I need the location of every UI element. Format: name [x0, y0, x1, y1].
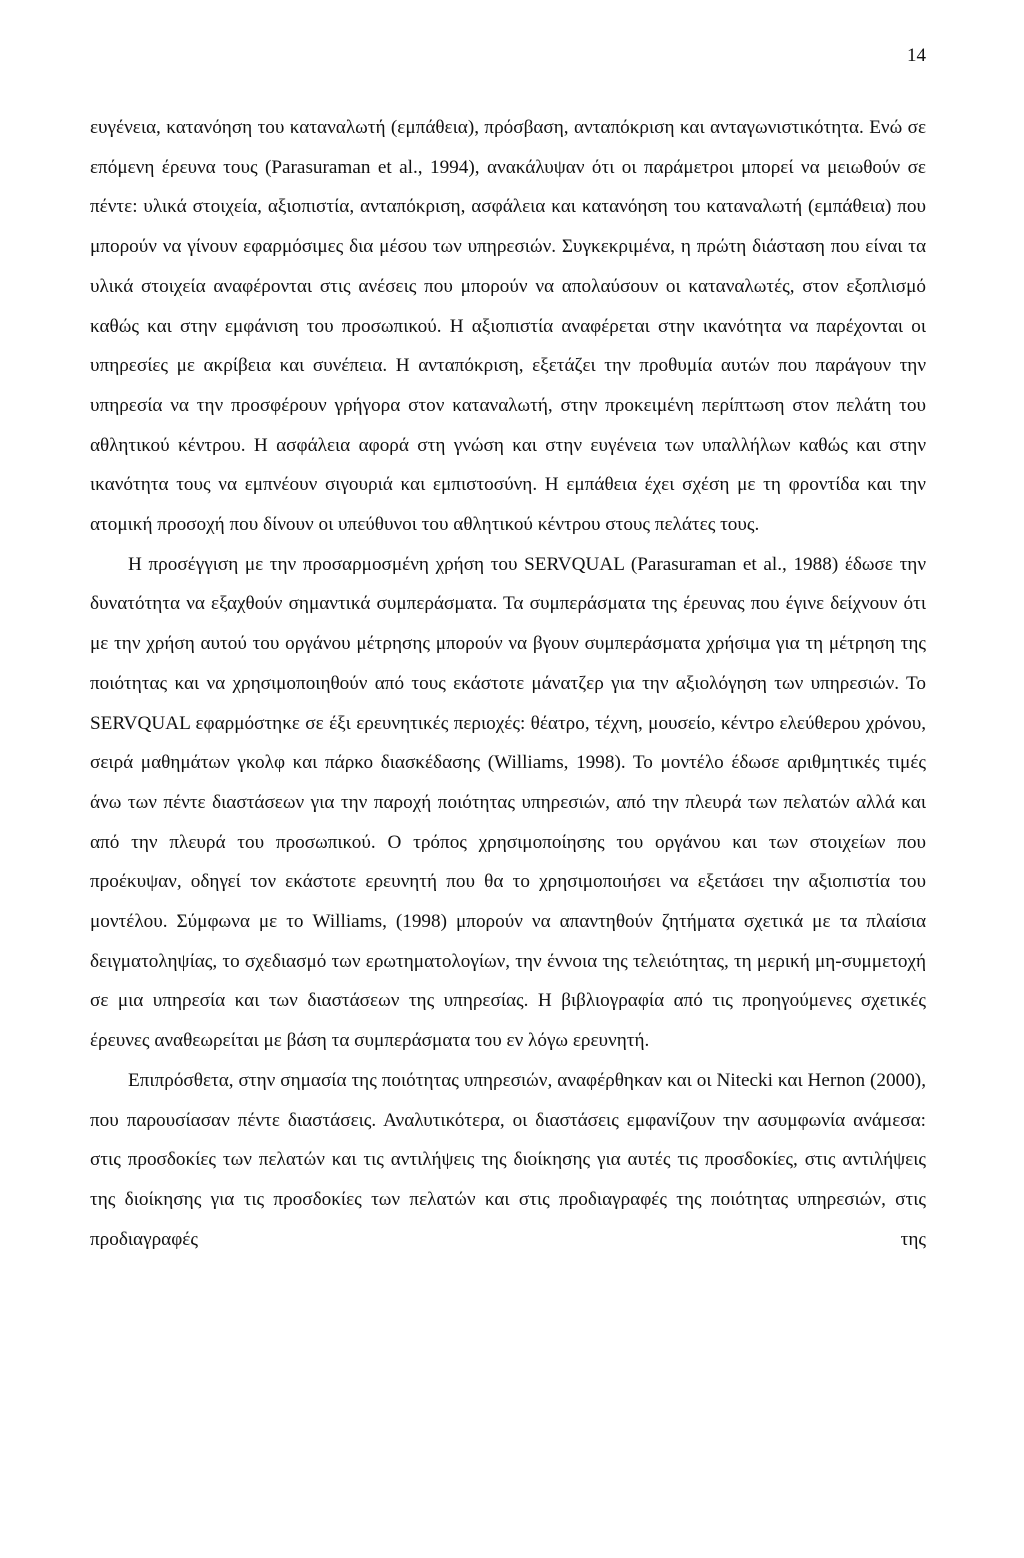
- page-number: 14: [907, 45, 926, 66]
- paragraph-2: Η προσέγγιση με την προσαρμοσμένη χρήση του SERVQUAL (Parasuraman et al., 1988) έδωσε την δυνατότητα να εξαχθούν σημαντικά συμπεράσματα. Τα συμπεράσματα της έρευνας που έγινε δείχνουν ότι με την χρήση αυτού του οργάνου μέτρησης μπορούν να βγουν συμπεράσματα χρήσιμα για τη μέτρηση της ποιότητας και να χρησιμοποιηθούν από τους εκάστοτε μάνατζερ για την αξιολόγηση των υπηρεσιών. Το SERVQUAL εφαρμόστηκε σε έξι ερευνητικές περιοχές: θέατρο, τέχνη, μουσείο, κέντρο ελεύθερου χρόνου, σειρά μαθημάτων γκολφ και πάρκο διασκέδασης (Williams, 1998). Το μοντέλο έδωσε αριθμητικές τιμές άνω των πέντε διαστάσεων για την παροχή ποιότητας υπηρεσιών, από την πλευρά των πελατών αλλά και από την πλευρά του προσωπικού. Ο τρόπος χρησιμοποίησης του οργάνου και των στοιχείων που προέκυψαν, οδηγεί τον εκάστοτε ερευνητή που θα το χρησιμοποιήσει να εξετάσει την αξιοπιστία του μοντέλου. Σύμφωνα με το Williams, (1998) μπορούν να απαντηθούν ζητήματα σχετικά με τα πλαίσια δειγματοληψίας, το σχεδιασμό των ερωτηματολογίων, την έννοια της τελειότητας, τη μερική μη-συμμετοχή σε μια υπηρεσία και των διαστάσεων της υπηρεσίας. Η βιβλιογραφία από τις προηγούμενες σχετικές έρευνες αναθεωρείται με βάση τα συμπεράσματα του εν λόγω ερευνητή.: [90, 553, 926, 1052]
- paragraph-1: ευγένεια, κατανόηση του καταναλωτή (εμπάθεια), πρόσβαση, ανταπόκριση και ανταγωνιστικότητα. Ενώ σε επόμενη έρευνα τους (Parasuraman et al., 1994), ανακάλυψαν ότι οι παράμετροι μπορεί να μειωθούν σε πέντε: υλικά στοιχεία, αξιοπιστία, ανταπόκριση, ασφάλεια και κατανόηση του καταναλωτή (εμπάθεια) που μπορούν να γίνουν εφαρμόσιμες δια μέσου των υπηρεσιών. Συγκεκριμένα, η πρώτη διάσταση που είναι τα υλικά στοιχεία αναφέρονται στις ανέσεις που μπορούν να απολαύσουν οι καταναλωτές, στον εξοπλισμό καθώς και στην εμφάνιση του προσωπικού. Η αξιοπιστία αναφέρεται στην ικανότητα να παρέχονται οι υπηρεσίες με ακρίβεια και συνέπεια. Η ανταπόκριση, εξετάζει την προθυμία αυτών που παράγουν την υπηρεσία να την προσφέρουν γρήγορα στον καταναλωτή, στην προκειμένη περίπτωση στον πελάτη του αθλητικού κέντρου. Η ασφάλεια αφορά στη γνώση και στην ευγένεια των υπαλλήλων καθώς και στην ικανότητα τους να εμπνέουν σιγουριά και εμπιστοσύνη. Η εμπάθεια έχει σχέση με τη φροντίδα και την ατομική προσοχή που δίνουν οι υπεύθυνοι του αθλητικού κέντρου στους πελάτες τους.: [90, 117, 926, 536]
- body-text: [90, 108, 926, 1259]
- paragraph-3: Επιπρόσθετα, στην σημασία της ποιότητας υπηρεσιών, αναφέρθηκαν και οι Nitecki και Hernon (2000), που παρουσίασαν πέντε διαστάσεις. Αναλυτικότερα, οι διαστάσεις εμφανίζουν την ασυμφωνία ανάμεσα: στις προσδοκίες των πελατών και τις αντιλήψεις της διοίκησης για αυτές τις προσδοκίες, στις αντιλήψεις της διοίκησης για τις προσδοκίες των πελατών και στις προδιαγραφές της ποιότητας υπηρεσιών, στις προδιαγραφές της: [90, 1069, 926, 1250]
